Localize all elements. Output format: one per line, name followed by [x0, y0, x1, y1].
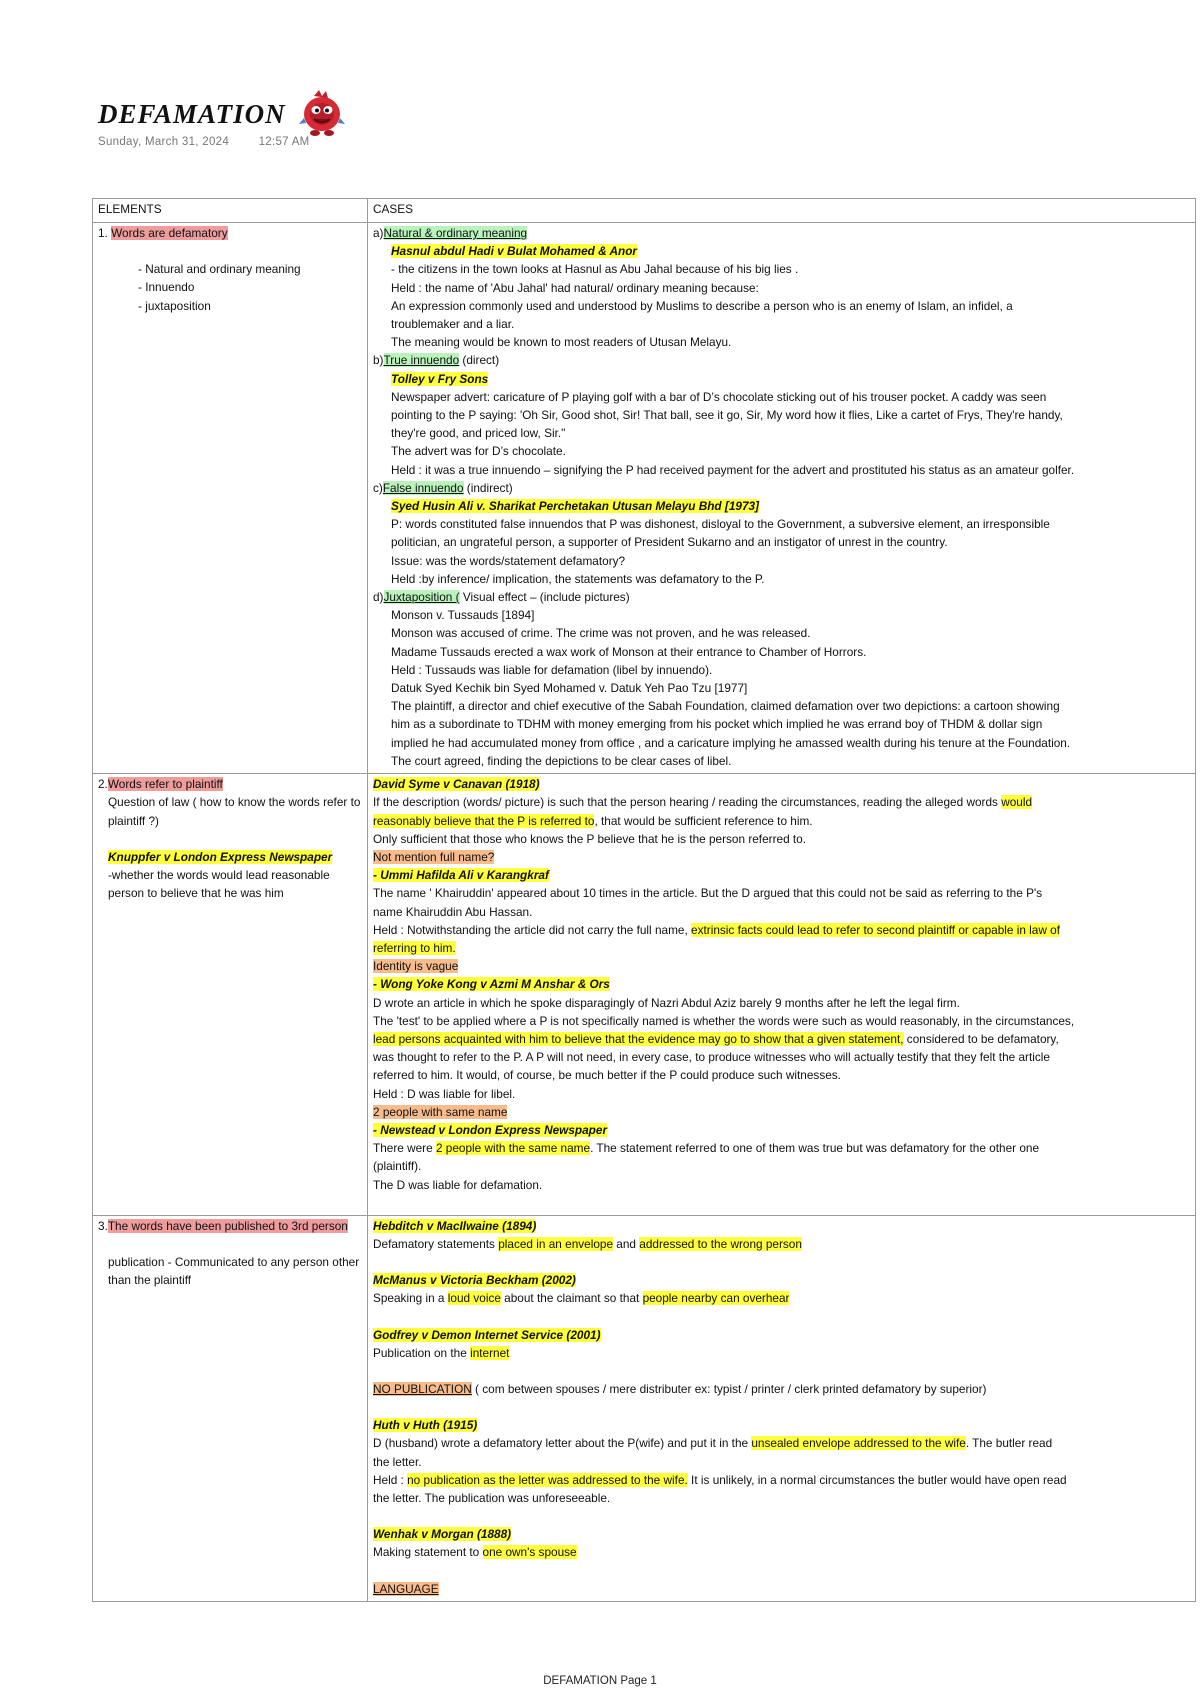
table-row-3 [93, 1215, 1196, 1601]
highlight-segment: addressed to the wrong person [639, 1236, 802, 1251]
row1-item: - Natural and ordinary meaning [138, 262, 301, 277]
highlight-segment: no publication as the letter was addressed to the wife. [407, 1472, 688, 1487]
time-text: 12:57 AM [258, 136, 310, 148]
text-line: An expression commonly used and understood by Muslims to describe a person who is an enemy of Islam, an infidel, a [391, 298, 1013, 313]
case-name: Huth v Huth (1915) [373, 1418, 478, 1433]
highlight-segment: extrinsic facts could lead to refer to second plaintiff or capable in law of [691, 922, 1060, 937]
row1-element-cell [93, 223, 368, 774]
page-footer: DEFAMATION Page 1 [543, 1675, 657, 1687]
case-name: Hasnul abdul Hadi v Bulat Mohamed & Anor [391, 244, 638, 259]
text-line: Held : D was liable for libel. [373, 1086, 516, 1101]
header-elements: ELEMENTS [93, 199, 368, 223]
highlight-segment: internet [470, 1345, 510, 1360]
text-line: Held : the name of 'Abu Jahal' had natural/ ordinary meaning because: [391, 280, 759, 295]
elements-cases-table [92, 198, 1196, 1602]
row1-number: 1. [98, 226, 108, 240]
text-line: the letter. [373, 1454, 422, 1469]
text-segment: Held : [373, 1472, 408, 1487]
text-line: they're good, and priced low, Sir." [391, 426, 566, 441]
row2-number: 2. [98, 777, 108, 792]
language-label: LANGUAGE [373, 1581, 439, 1596]
row3-heading: The words have been published to 3rd person [107, 1218, 348, 1233]
text-line: Held : Tussauds was liable for defamation (libel by innuendo). [391, 662, 713, 677]
highlight-segment: people nearby can overhear [642, 1291, 790, 1306]
case-name: McManus v Victoria Beckham (2002) [373, 1273, 576, 1288]
text-segment: Publication on the [373, 1345, 471, 1360]
text-segment: considered to be defamatory, [903, 1031, 1059, 1046]
text-line: politician, an ungrateful person, a supporter of President Sukarno and an instigator of unrest in the country. [391, 535, 948, 550]
text-segment: . The statement referred to one of them was true but was defamatory for the other one [590, 1141, 1040, 1156]
case-name: Wenhak v Morgan (1888) [373, 1527, 512, 1542]
row1-item: - juxtaposition [138, 298, 211, 313]
date-text: Sunday, March 31, 2024 [98, 136, 230, 148]
text-line: Datuk Syed Kechik bin Syed Mohamed v. Datuk Yeh Pao Tzu [1977] [391, 681, 748, 696]
case-name: - Newstead v London Express Newspaper [373, 1122, 608, 1137]
section-c-label: False innuendo [382, 480, 464, 495]
text-line: The meaning would be known to most readers of Utusan Melayu. [391, 335, 732, 350]
highlight-segment: would [1001, 795, 1033, 810]
text-line: The plaintiff, a director and chief executive of the Sabah Foundation, claimed defamation over two depictions: a cartoon showing [391, 699, 1060, 714]
text-segment: Speaking in a [373, 1291, 448, 1306]
section-b-label: True innuendo [383, 353, 460, 368]
text-segment: Held : Notwithstanding the article did not carry the full name, [373, 922, 692, 937]
text-line: was thought to refer to the P. A P will not need, in every case, to produce witnesses who will actually testify that they felt the article [373, 1050, 1050, 1065]
text-segment: Making statement to [373, 1545, 483, 1560]
section-a-prefix: a) [373, 226, 384, 240]
text-line: D wrote an article in which he spoke disparagingly of Nazri Abdul Aziz barely 9 months after he left the legal firm. [373, 995, 960, 1010]
text-line: The 'test' to be applied where a P is not specifically named is whether the words were such as would reasonably, in the circumstances, [373, 1013, 1075, 1028]
sub-heading: Identity is vague [373, 959, 459, 974]
page-title: DEFAMATION [98, 98, 286, 129]
section-d-suffix: Visual effect – (include pictures) [459, 590, 630, 605]
case-name: Hebditch v MacIlwaine (1894) [373, 1218, 537, 1233]
text-segment: , that would be sufficient reference to him. [594, 813, 813, 828]
case-name: David Syme v Canavan (1918) [373, 777, 540, 792]
text-segment: about the claimant so that [500, 1291, 643, 1306]
highlight-segment: reasonably believe that the P is referred to [373, 813, 595, 828]
case-name: Godfrey v Demon Internet Service (2001) [373, 1327, 601, 1342]
text-line: (plaintiff). [373, 1159, 422, 1174]
text-line: Monson v. Tussauds [1894] [391, 608, 535, 623]
no-publication-label: NO PUBLICATION [373, 1381, 472, 1396]
text-line: Madame Tussauds erected a wax work of Monson at their entrance to Chamber of Horrors. [391, 644, 867, 659]
text-segment: There were [373, 1141, 436, 1156]
text-line: name Khairuddin Abu Hassan. [373, 904, 533, 919]
section-c-prefix: c) [373, 480, 383, 495]
section-b-suffix: (direct) [459, 353, 500, 368]
text-line: Held : it was a true innuendo – signifying the P had received payment for the advert and prostituted his status as an amateur golfer. [391, 462, 1075, 477]
red-cartoon-mascot-icon [296, 88, 348, 140]
row2-question: Question of law ( how to know the words refer to plaintiff ?) [108, 795, 361, 828]
text-segment: and [613, 1236, 640, 1251]
case-name: Syed Husin Ali v. Sharikat Perchetakan Utusan Melayu Bhd [1973] [391, 499, 760, 514]
row1-heading: Words are defamatory [111, 226, 228, 240]
table-row-1 [93, 223, 1196, 774]
row2-heading: Words refer to plaintiff [107, 777, 223, 792]
text-segment: Defamatory statements [373, 1236, 499, 1251]
row3-number: 3. [98, 1218, 108, 1233]
highlight-segment: unsealed envelope addressed to the wife [751, 1436, 966, 1451]
text-line: Monson was accused of crime. The crime was not proven, and he was released. [391, 626, 811, 641]
text-line: him as a subordinate to TDHM with money emerging from his pocket which implied he was errand boy of THDM & dollar sign [391, 717, 1043, 732]
text-line: Newspaper advert: caricature of P playing golf with a bar of D’s chocolate sticking out of his trouser pocket. A caddy was seen [391, 389, 1047, 404]
text-line: referred to him. It would, of course, be much better if the P could produce such witnesses. [373, 1068, 841, 1083]
highlight-segment: loud voice [447, 1291, 501, 1306]
text-line: implied he had accumulated money from office , and a caricature implying he amassed wealth during his tenure at the Foundation. [391, 735, 1071, 750]
text-line: the letter. The publication was unforeseeable. [373, 1491, 611, 1505]
text-line: The advert was for D’s chocolate. [391, 444, 566, 459]
case-name: - Wong Yoke Kong v Azmi M Anshar & Ors [373, 977, 610, 992]
text-line: Held :by inference/ implication, the statements was defamatory to the P. [391, 571, 765, 586]
text-line: The D was liable for defamation. [373, 1177, 543, 1192]
text-segment: If the description (words/ picture) is such that the person hearing / reading the circumstances, reading the alleged words [373, 795, 1002, 810]
row3-element-cell [93, 1215, 368, 1601]
text-line: The name ' Khairuddin' appeared about 10 times in the article. But the D argued that this could not be said as referring to the P's [373, 886, 1043, 901]
case-name: Tolley v Fry Sons [391, 371, 489, 386]
text-line: - the citizens in the town looks at Hasnul as Abu Jahal because of his big lies . [391, 262, 799, 277]
section-a-label: Natural & ordinary meaning [383, 226, 528, 240]
row2-note: -whether the words would lead reasonable person to believe that he was him [108, 867, 330, 901]
header-cases: CASES [368, 199, 1196, 223]
row3-note: publication - Communicated to any person other than the plaintiff [108, 1254, 360, 1288]
table-row-2 [93, 774, 1196, 1216]
text-segment: D (husband) wrote a defamatory letter about the P(wife) and put it in the [373, 1436, 752, 1451]
text-line: P: words constituted false innuendos that P was dishonest, disloyal to the Government, a subversive element, an irresponsible [391, 517, 1050, 532]
text-segment: It is unlikely, in a normal circumstances the butler would have open read [687, 1472, 1067, 1487]
date-time [98, 136, 310, 148]
row3-cases-cell [368, 1215, 1196, 1601]
case-name: - Ummi Hafilda Ali v Karangkraf [373, 868, 549, 883]
sub-heading: 2 people with same name [373, 1104, 508, 1119]
highlight-segment: lead persons acquainted with him to believe that the evidence may go to show that a given statement, [373, 1031, 904, 1046]
section-c-suffix: (indirect) [463, 480, 513, 495]
highlight-segment: 2 people with the same name [435, 1141, 591, 1156]
row1-item: - Innuendo [138, 280, 195, 295]
row2-element-cell [93, 774, 368, 1216]
text-line: The court agreed, finding the depictions to be clear cases of libel. [391, 753, 732, 768]
text-line: troublemaker and a liar. [391, 317, 515, 332]
row1-cases-cell [368, 223, 1196, 774]
table-header-row [93, 199, 1196, 223]
highlight-segment: one own's spouse [482, 1545, 577, 1560]
text-segment: . The butler read [965, 1436, 1053, 1451]
text-segment: ( com between spouses / mere distributer ex: typist / printer / clerk printed defamatory by superior) [471, 1381, 987, 1396]
section-d-label: Juxtaposition ( [383, 590, 460, 605]
highlight-segment: placed in an envelope [498, 1236, 614, 1251]
row2-cases-cell [368, 774, 1196, 1216]
text-line: pointing to the P saying: 'Oh Sir, Good shot, Sir! That ball, see it go, Sir, My word how it flies, Like a cartet of Frys, They're handy, [391, 408, 1063, 423]
section-b-prefix: b) [373, 353, 384, 368]
highlight-segment: referring to him. [373, 940, 456, 955]
section-d-prefix: d) [373, 590, 384, 605]
case-name: Knuppfer v London Express Newspaper [108, 849, 333, 864]
text-line: Issue: was the words/statement defamatory? [391, 553, 626, 568]
sub-heading: Not mention full name? [373, 849, 495, 864]
page-header [98, 88, 348, 138]
text-line: Only sufficient that those who knows the P believe that he is the person referred to. [373, 831, 807, 846]
